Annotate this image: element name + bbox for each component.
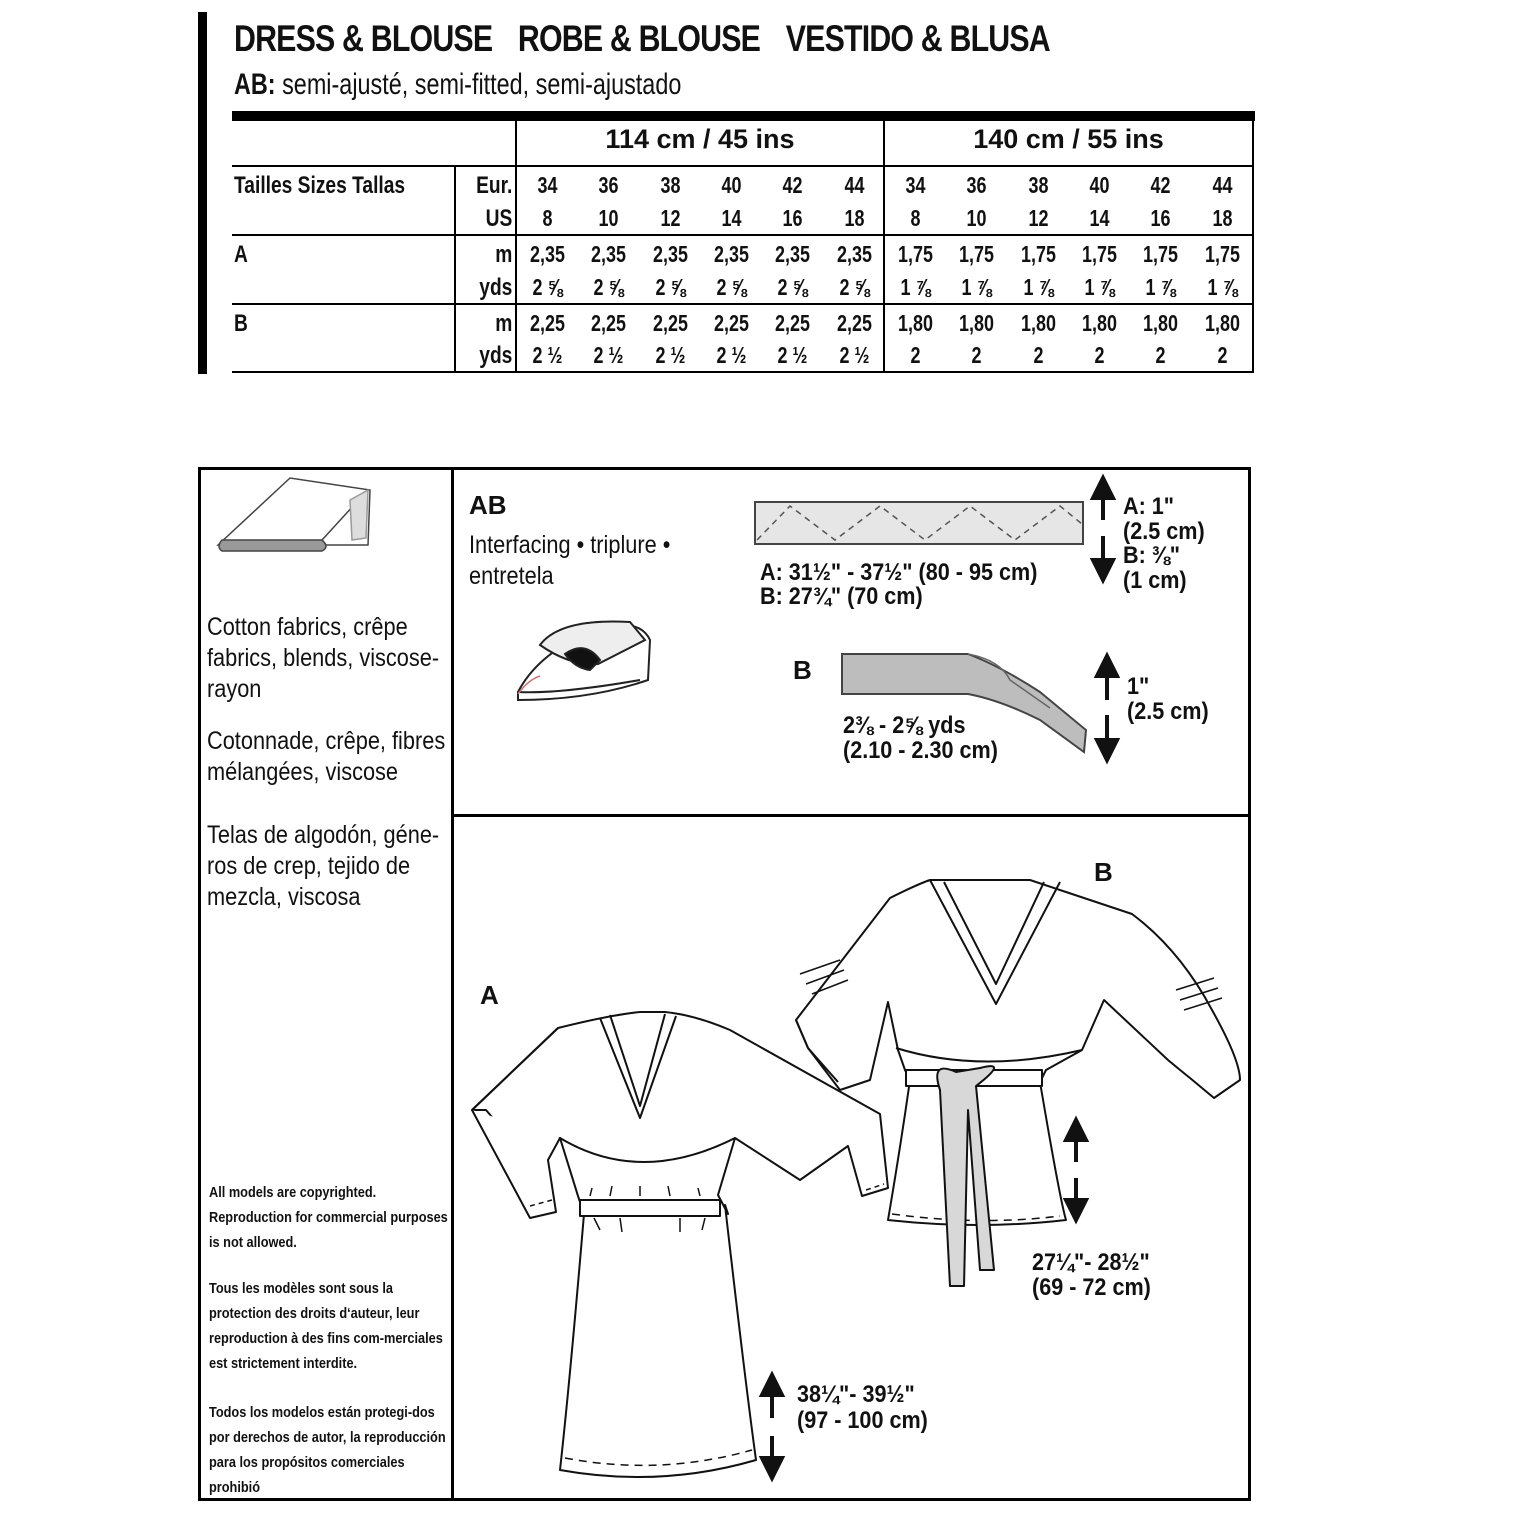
yardage-b-yds-cell: 2 <box>1155 342 1166 368</box>
copyright-spanish: Todos los modelos están protegi-dos por derechos de autor, la reproducción para los propósitos comerciales prohibió <box>209 1404 446 1496</box>
fabrics-french: Cotonnade, crêpe, fibres mélangées, viscose <box>207 727 446 786</box>
view-a-label: A <box>234 241 248 268</box>
us-size-cell: 14 <box>1089 205 1110 231</box>
yardage-a-yds-cell: 2 ⅝ <box>655 274 686 300</box>
dress-view-a-illustration <box>472 1012 888 1477</box>
us-size-cell: 10 <box>598 205 619 231</box>
yardage-a-yds-cell: 1 ⅞ <box>961 274 992 300</box>
yardage-a-m-cell: 2,35 <box>775 241 810 267</box>
copyright-french: Tous les modèles sont sous la protection des droits d‘auteur, leur reproduction à des fins com-merciales est strictement interdite. <box>209 1280 443 1372</box>
title-spanish: VESTIDO & BLUSA <box>785 18 1050 59</box>
eur-size-cell: 42 <box>782 172 803 198</box>
us-size-cell: 18 <box>1212 205 1233 231</box>
eur-size-cell: 36 <box>598 172 619 198</box>
yardage-b-m-cell: 2,25 <box>837 310 872 336</box>
unit-m: m <box>494 310 512 337</box>
yardage-b-yds-cell: 2 ½ <box>777 342 808 368</box>
yardage-a-m-cell: 2,35 <box>653 241 688 267</box>
yardage-b-m-cell: 2,25 <box>591 310 626 336</box>
yardage-a-m-cell: 1,75 <box>1082 241 1117 267</box>
yardage-a-m-cell: 1,75 <box>898 241 933 267</box>
eur-size-cell: 44 <box>1212 172 1233 198</box>
yardage-a-m-cell: 1,75 <box>959 241 994 267</box>
us-size-cell: 14 <box>721 205 742 231</box>
eur-size-cell: 38 <box>660 172 681 198</box>
yardage-a-yds-cell: 1 ⅞ <box>1145 274 1176 300</box>
yardage-a-yds-cell: 2 ⅝ <box>593 274 624 300</box>
yardage-a-yds-cell: 2 ⅝ <box>532 274 563 300</box>
yardage-b-m-cell: 1,80 <box>1205 310 1240 336</box>
yardage-a-m-cell: 1,75 <box>1205 241 1240 267</box>
yardage-a-yds-cell: 1 ⅞ <box>1084 274 1115 300</box>
yardage-a-yds-cell: 1 ⅞ <box>1023 274 1054 300</box>
unit-yds: yds <box>478 342 512 369</box>
fit-text: semi-ajusté, semi-fitted, semi-ajustado <box>282 68 682 101</box>
ribbon-width-cm: (2.5 cm) <box>1127 698 1209 725</box>
eur-size-cell: 34 <box>905 172 926 198</box>
ribbon-b-label: B <box>793 655 812 685</box>
ribbon-length-cm: (2.10 - 2.30 cm) <box>843 737 998 764</box>
interfacing-width-b-cm: (1 cm) <box>1123 567 1187 594</box>
interfacing-strip-icon <box>755 502 1083 544</box>
interfacing-width-a: A: 1" <box>1123 493 1175 520</box>
view-b-label: B <box>234 310 248 337</box>
eur-size-cell: 40 <box>721 172 742 198</box>
eur-size-cell: 38 <box>1028 172 1049 198</box>
interfacing-length-a: A: 31½" - 37½" (80 - 95 cm) <box>760 559 1038 586</box>
eur-size-cell: 40 <box>1089 172 1110 198</box>
title-french: ROBE & BLOUSE <box>517 18 761 59</box>
ribbon-length: 2⅜ - 2⅝ yds <box>843 712 966 739</box>
ribbon-icon <box>842 654 1086 752</box>
yardage-b-yds-cell: 2 <box>910 342 921 368</box>
yardage-a-m-cell: 1,75 <box>1021 241 1056 267</box>
unit-m: m <box>494 241 512 268</box>
yardage-a-m-cell: 2,35 <box>837 241 872 267</box>
eur-label: Eur. <box>475 172 512 199</box>
yardage-b-m-cell: 2,25 <box>714 310 749 336</box>
eur-size-cell: 36 <box>966 172 987 198</box>
interfacing-width-arrow-icon <box>1093 478 1113 580</box>
us-size-cell: 16 <box>1150 205 1171 231</box>
yardage-b-yds-cell: 2 ½ <box>593 342 624 368</box>
unit-yds: yds <box>478 274 512 301</box>
yardage-b-m-cell: 1,80 <box>1143 310 1178 336</box>
view-a-length-cm: (97 - 100 cm) <box>797 1407 928 1434</box>
yardage-b-yds-cell: 2 <box>1217 342 1228 368</box>
yardage-b-yds-cell: 2 <box>1033 342 1044 368</box>
view-a-length: 38¼"- 39½" <box>797 1381 915 1408</box>
fabric-bolt-icon <box>218 478 370 551</box>
view-b-label: B <box>1094 857 1113 887</box>
interfacing-width-a-cm: (2.5 cm) <box>1123 518 1205 545</box>
ribbon-width: 1" <box>1127 673 1150 700</box>
yardage-b-yds-cell: 2 <box>971 342 982 368</box>
yardage-b-yds-cell: 2 ½ <box>839 342 870 368</box>
view-a-label: A <box>480 980 499 1010</box>
yardage-b-m-cell: 2,25 <box>653 310 688 336</box>
iron-icon <box>518 621 650 700</box>
yardage-b-m-cell: 1,80 <box>1082 310 1117 336</box>
yardage-b-m-cell: 1,80 <box>959 310 994 336</box>
interfacing-length-b: B: 27¾" (70 cm) <box>760 583 923 610</box>
yardage-b-yds-cell: 2 ½ <box>532 342 563 368</box>
fit-prefix: AB: <box>234 68 276 101</box>
copyright-english: All models are copyrighted. Reproduction for commercial purposes is not allowed. <box>209 1184 448 1251</box>
yardage-b-yds-cell: 2 ½ <box>716 342 747 368</box>
us-label: US <box>485 205 512 232</box>
interfacing-label: Interfacing • triplure • entretela <box>469 531 671 590</box>
fabrics-spanish: Telas de algodón, géne-ros de crep, tejido de mezcla, viscosa <box>207 821 440 911</box>
yardage-b-m-cell: 2,25 <box>530 310 565 336</box>
fabrics-english: Cotton fabrics, crêpe fabrics, blends, viscose-rayon <box>207 613 440 703</box>
eur-size-cell: 44 <box>844 172 865 198</box>
yardage-a-m-cell: 2,35 <box>591 241 626 267</box>
us-size-cell: 10 <box>966 205 987 231</box>
yardage-a-yds-cell: 1 ⅞ <box>900 274 931 300</box>
yardage-a-yds-cell: 2 ⅝ <box>777 274 808 300</box>
ribbon-width-arrow-icon <box>1097 656 1117 760</box>
yardage-b-m-cell: 1,80 <box>1021 310 1056 336</box>
yardage-a-yds-cell: 2 ⅝ <box>716 274 747 300</box>
us-size-cell: 8 <box>910 205 921 231</box>
view-b-length: 27¼"- 28½" <box>1032 1249 1150 1276</box>
yardage-a-m-cell: 2,35 <box>530 241 565 267</box>
title-english: DRESS & BLOUSE <box>234 18 493 59</box>
interfacing-width-b: B: ⅜" <box>1123 542 1181 569</box>
yardage-a-yds-cell: 2 ⅝ <box>839 274 870 300</box>
us-size-cell: 8 <box>542 205 553 231</box>
yardage-b-yds-cell: 2 <box>1094 342 1105 368</box>
yardage-b-m-cell: 2,25 <box>775 310 810 336</box>
us-size-cell: 12 <box>1028 205 1049 231</box>
us-size-cell: 16 <box>782 205 803 231</box>
eur-size-cell: 42 <box>1150 172 1171 198</box>
view-b-length-cm: (69 - 72 cm) <box>1032 1274 1151 1301</box>
yardage-a-m-cell: 2,35 <box>714 241 749 267</box>
blouse-length-arrow-icon <box>1066 1120 1086 1220</box>
yardage-b-m-cell: 1,80 <box>898 310 933 336</box>
yardage-a-yds-cell: 1 ⅞ <box>1207 274 1238 300</box>
us-size-cell: 18 <box>844 205 865 231</box>
blouse-view-b-illustration <box>796 880 1240 1286</box>
eur-size-cell: 34 <box>537 172 558 198</box>
notions-ab-label: AB <box>469 490 507 520</box>
width-140-header: 140 cm / 55 ins <box>973 124 1164 154</box>
us-size-cell: 12 <box>660 205 681 231</box>
sizes-label: Tailles Sizes Tallas <box>234 172 406 199</box>
dress-length-arrow-icon <box>762 1375 782 1478</box>
width-114-header: 114 cm / 45 ins <box>605 124 795 154</box>
yardage-b-yds-cell: 2 ½ <box>655 342 686 368</box>
yardage-a-m-cell: 1,75 <box>1143 241 1178 267</box>
